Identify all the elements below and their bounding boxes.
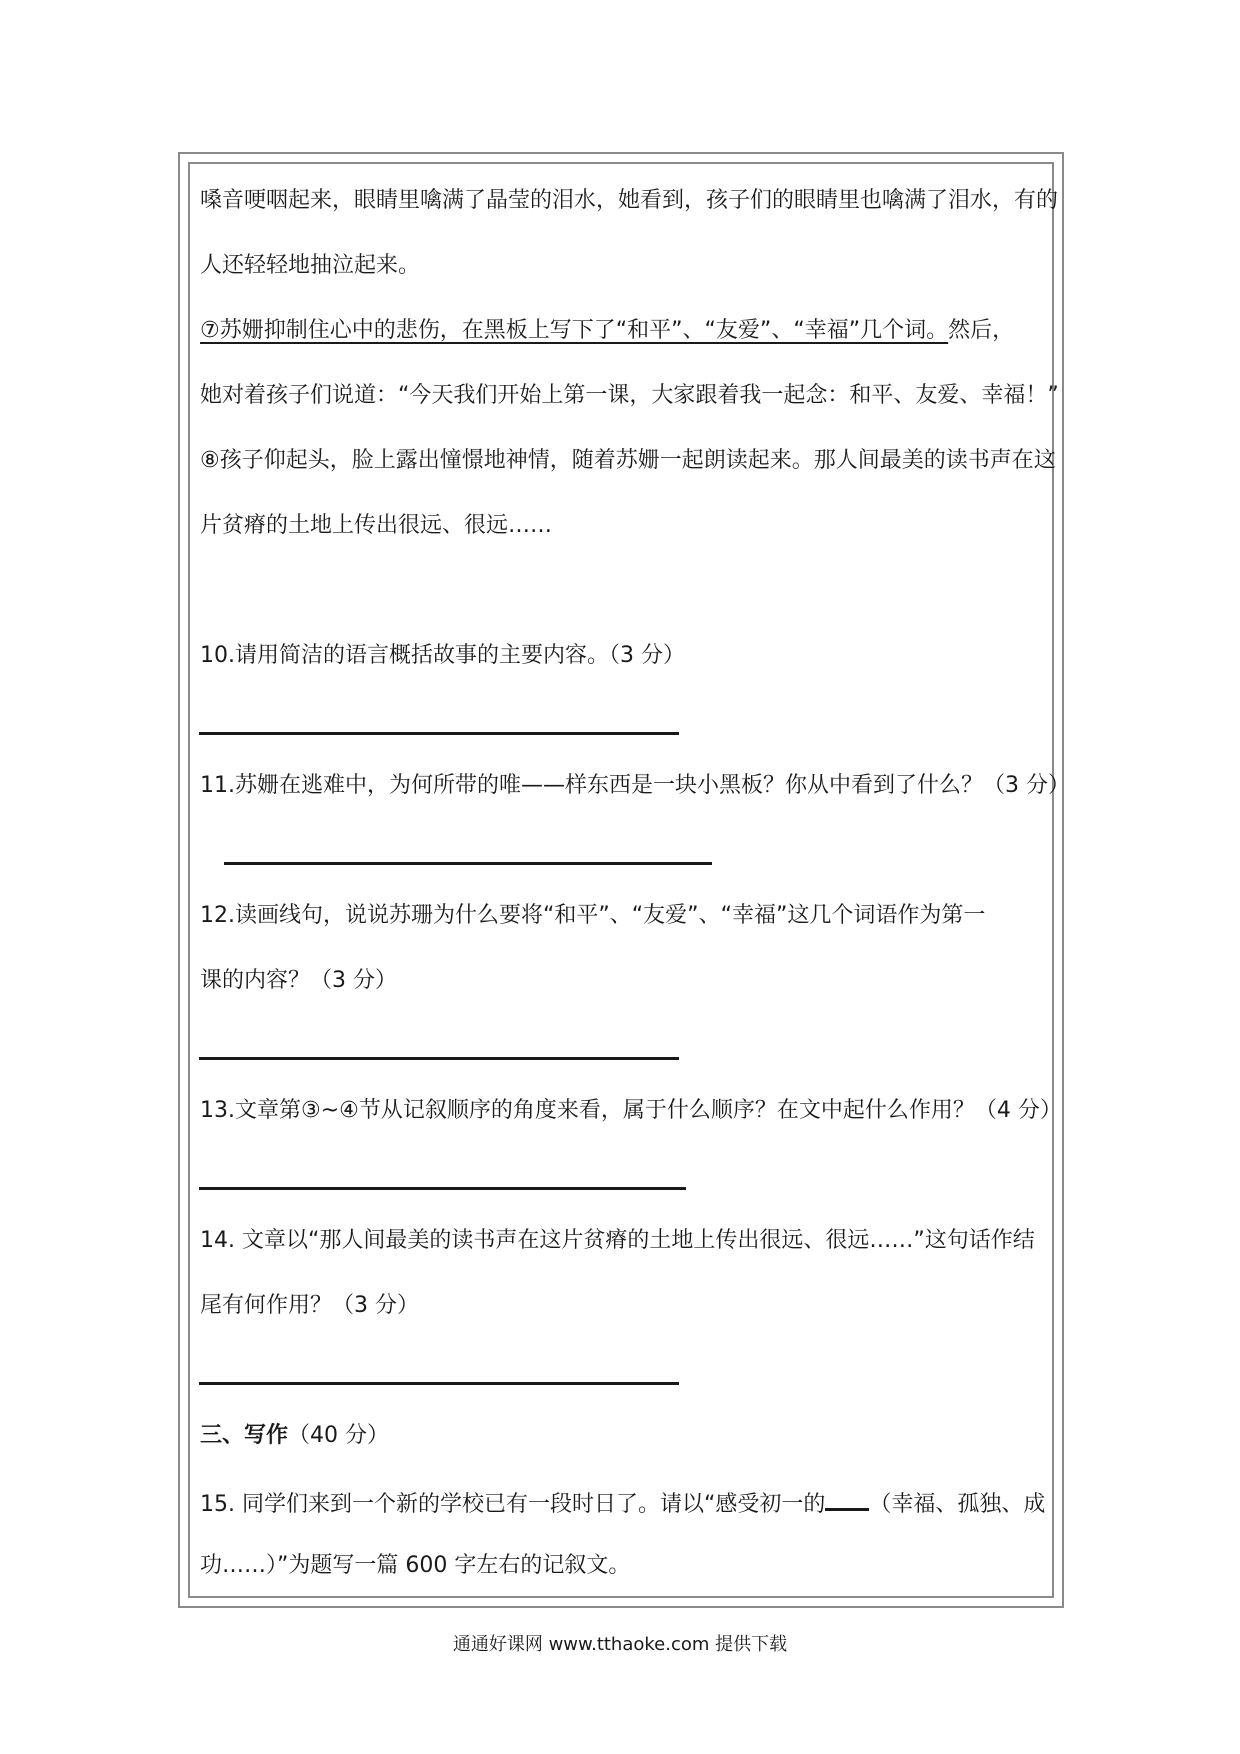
passage-line-5: ⑧孩子仰起头，脸上露出憧憬地神情，随着苏姗一起朗读起来。那人间最美的读书声在这 bbox=[200, 448, 1056, 473]
passage-line-3-rest: 然后， bbox=[948, 318, 1015, 343]
underlined-sentence: ⑦苏姗抑制住心中的悲伤，在黑板上写下了“和平”、“友爱”、“幸福”几个词。 bbox=[200, 318, 949, 343]
question-13: 13.文章第③~④节从记叙顺序的角度来看，属于什么顺序？在文中起什么作用？（4 分） bbox=[200, 1098, 1062, 1123]
passage-line-2: 人还轻轻地抽泣起来。 bbox=[200, 253, 421, 278]
writing-points: （40 分） bbox=[288, 1423, 390, 1448]
question-15-part-b: （幸福、孤独、成 bbox=[869, 1492, 1046, 1517]
question-12-line-2: 课的内容？（3 分） bbox=[200, 968, 397, 993]
question-10: 10.请用简洁的语言概括故事的主要内容。（3 分） bbox=[200, 643, 685, 668]
question-15-part-a: 15. 同学们来到一个新的学校已有一段时日了。请以“感受初一的 bbox=[200, 1492, 826, 1517]
passage-line-6: 片贫瘠的土地上传出很远、很远…… bbox=[200, 513, 553, 538]
passage-line-1: 嗓音哽咽起来，眼睛里噙满了晶莹的泪水，她看到，孩子们的眼睛里也噙满了泪水，有的 bbox=[200, 188, 1059, 213]
passage-line-3 bbox=[200, 316, 1014, 346]
passage-line-4: 她对着孩子们说道：“今天我们开始上第一课，大家跟着我一起念：和平、友爱、幸福！” bbox=[200, 383, 1059, 408]
question-14-line-2: 尾有何作用？（3 分） bbox=[200, 1293, 419, 1318]
writing-section-heading bbox=[200, 1421, 389, 1451]
answer-line-11[interactable] bbox=[224, 862, 712, 865]
question-12-line-1: 12.读画线句，说说苏珊为什么要将“和平”、“友爱”、“幸福”这几个词语作为第一 bbox=[200, 903, 986, 928]
writing-heading: 三、写作 bbox=[200, 1423, 289, 1448]
question-14-line-1: 14. 文章以“那人间最美的读书声在这片贫瘠的土地上传出很远、很远……”这句话作结 bbox=[200, 1228, 1035, 1253]
question-15-line-2: 功……）”为题写一篇 600 字左右的记叙文。 bbox=[200, 1553, 631, 1578]
answer-line-14[interactable] bbox=[199, 1382, 679, 1385]
question-15-line-1 bbox=[200, 1486, 1045, 1520]
answer-line-12[interactable] bbox=[199, 1057, 679, 1060]
answer-line-13[interactable] bbox=[199, 1187, 686, 1190]
answer-line-10[interactable] bbox=[199, 732, 679, 735]
title-blank[interactable] bbox=[825, 1486, 869, 1511]
question-11: 11.苏姗在逃难中，为何所带的唯——样东西是一块小黑板？你从中看到了什么？（3 分） bbox=[200, 773, 1070, 798]
page-footer: 通通好课网 www.tthaoke.com 提供下载 bbox=[452, 1634, 788, 1655]
